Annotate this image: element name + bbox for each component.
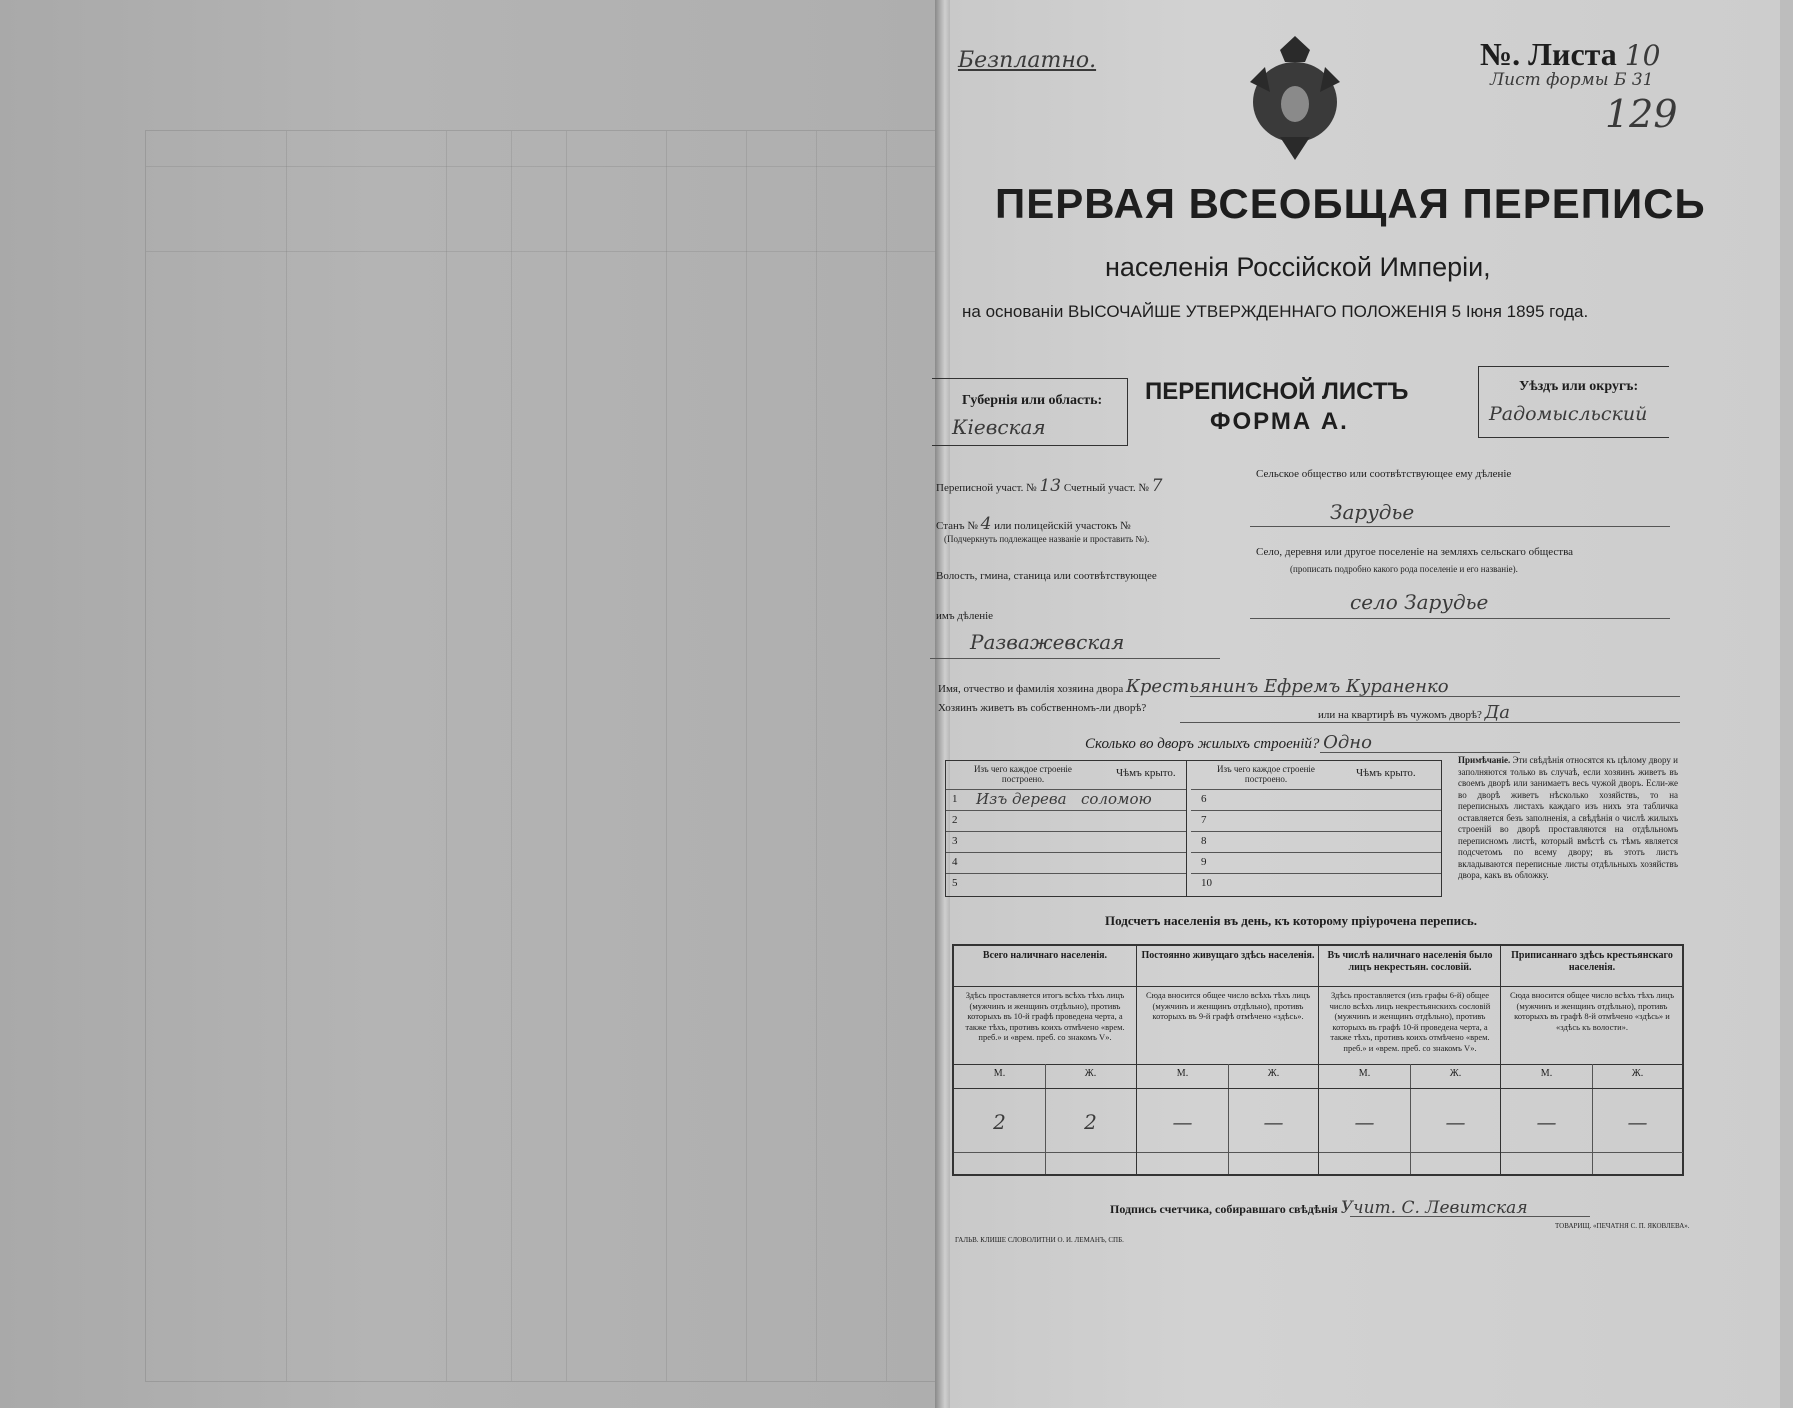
page-edge [1780, 0, 1793, 1408]
double-headed-eagle-emblem [1240, 32, 1350, 162]
form-title-line2: ФОРМА А. [1210, 408, 1349, 435]
building-row: 2 [946, 810, 1186, 832]
signature-value: Учит. С. Левитская [1340, 1198, 1528, 1218]
side-note: Лист формы Б 31 [1490, 70, 1654, 90]
building-row: 6 [1191, 789, 1441, 811]
form-subtitle: населенія Россійской Имперіи, [1105, 252, 1491, 282]
district-box: Уѣздъ или округъ: Радомысльский [1478, 366, 1669, 438]
village-value: село Зарудье [1350, 590, 1489, 614]
buildings-table: Изъ чего каждое строеніе построено. Чѣмъ крыто. 1 Изъ дерева соломою 2 3 4 5 Изъ чего каждое строеніе построено. Чѣмъ крыто. 6 7 8 9 10 [945, 760, 1442, 897]
form-main-title: ПЕРВАЯ ВСЕОБЩАЯ ПЕРЕПИСЬ [995, 180, 1706, 227]
underline-note: (Подчеркнуть подлежащее названіе и проставить №). [944, 534, 1150, 544]
tally-column: Приписаннаго здѣсь крестьянскаго населенія. Сюда вносится общее число всѣхъ тѣхъ лицъ (мужчинъ и женщинъ отдѣльно), противъ которыхъ въ графѣ 8-й отмѣчено «здѣсь» и «здѣсь къ волости». М. Ж. — — [1500, 946, 1683, 1174]
tally-column: Постоянно живущаго здѣсь населенія. Сюда вносится общее число всѣхъ тѣхъ лицъ (мужчинъ и женщинъ отдѣльно), противъ которыхъ въ 9-й графѣ отмѣчено «здѣсь». М. Ж. — — [1136, 946, 1319, 1174]
printer-right: ТОВАРИЩ. «ПЕЧАТНЯ С. П. ЯКОВЛЕВА». [1555, 1222, 1690, 1230]
building-row: 3 [946, 831, 1186, 853]
building-row: 5 [946, 873, 1186, 895]
signature-field: Подпись счетчика, собиравшаго свѣдѣнія Учит. С. Левитская [1110, 1198, 1528, 1218]
province-value: Кіевская [952, 415, 1046, 439]
tally-female-value: — [1263, 1110, 1284, 1134]
tally-male-value: — [1172, 1110, 1193, 1134]
owner-field: Имя, отчество и фамилія хозяина двора Крестьянинъ Ефремъ Кураненко [938, 676, 1449, 697]
form-title-line1: ПЕРЕПИСНОЙ ЛИСТЪ [1145, 378, 1409, 405]
tally-female-value: — [1445, 1110, 1466, 1134]
left-page-ghost-grid [145, 130, 937, 1382]
tally-male-value: 2 [993, 1110, 1006, 1134]
other-yard-value: Да [1484, 702, 1511, 723]
tally-table [952, 944, 1684, 1176]
tally-title: Подсчетъ населенія въ день, къ которому пріурочена перепись. [1105, 913, 1477, 928]
free-label: Безплатно. [958, 48, 1097, 73]
buildings-value: Одно [1323, 732, 1372, 753]
tally-female-value: 2 [1084, 1110, 1097, 1134]
owner-value: Крестьянинъ Ефремъ Кураненко [1125, 676, 1449, 697]
building-row: 7 [1191, 810, 1441, 832]
printer-left: ГАЛЬВ. КЛИШЕ СЛОВОЛИТНИ О. И. ЛЕМАНЪ, СПБ. [955, 1236, 1124, 1244]
volost-value: Разважевская [970, 630, 1125, 654]
form-basis-line: на основаніи ВЫСОЧАЙШЕ УТВЕРЖДЕННАГО ПОЛОЖЕНІЯ 5 Іюня 1895 года. [962, 302, 1589, 321]
building-row: 9 [1191, 852, 1441, 874]
stan-value: 4 [980, 514, 992, 534]
left-fields-block: Переписной участ. № 13 Счетный участ. № 7 Станъ № 4 или полицейскій участокъ № (Подчеркнуть подлежащее названіе и проставить №). Волость, гмина, станица или соотвѣтствующее имъ дѣленіе Разважевская [930, 458, 1230, 678]
building-row: 1 Изъ дерева соломою [946, 789, 1186, 811]
building-row: 10 [1191, 873, 1441, 895]
tally-male-value: — [1354, 1110, 1375, 1134]
own-yard-field: Хозяинъ живетъ въ собственномъ-ли дворѣ? [938, 702, 1147, 714]
tally-column: Всего наличнаго населенія. Здѣсь проставляется итогъ всѣхъ тѣхъ лицъ (мужчинъ и женщинъ отдѣльно), противъ которыхъ въ 10-й графѣ проведена черта, а также тѣхъ, противъ коихъ отмѣчено «врем. преб.» и «врем. преб. со знакомъ V». М. Ж. 2 2 [954, 946, 1136, 1174]
building-row: 4 [946, 852, 1186, 874]
buildings-note: Примѣчаніе. Эти свѣдѣнія относятся къ цѣлому двору и заполняются только въ случаѣ, если хозяинъ живетъ въ своемъ дворѣ или занимаетъ весь чужой дворъ. Если-же во дворѣ живетъ нѣсколько хозяйствъ, то на переписныхъ листахъ каждаго изъ нихъ эта табличка оставляется безъ заполненія, а свѣдѣнія о числѣ жилыхъ строеній во дворѣ проставляются на отдѣльномъ переписномъ листѣ, который вмѣстѣ съ тѣмъ является подсчетомъ по всему двору; въ этотъ листъ вкладываются переписные листы отдѣльныхъ хозяйствъ двора, какъ въ обложку. [1458, 755, 1679, 880]
district-value: Радомысльский [1489, 403, 1648, 425]
buildings-field: Сколько во дворъ жилыхъ строеній? Одно [1085, 732, 1372, 753]
page-number: 129 [1605, 92, 1678, 136]
tally-female-value: — [1627, 1110, 1648, 1134]
census-district-value: 13 [1039, 476, 1062, 496]
sheet-number-value: 10 [1624, 39, 1661, 72]
right-fields-block: Сельское общество или соотвѣтствующее ему дѣленіе Зарудье Село, деревня или другое поселеніе на земляхъ сельскаго общества (прописать подробно какого рода поселеніе и его названіе). село Зарудье [1250, 458, 1680, 638]
tally-column: Въ числѣ наличнаго населенія было лицъ некрестьян. сословій. Здѣсь проставляется (изъ графы 6-й) общее число всѣхъ лицъ некрестьянскихъ сословій (мужчинъ и женщинъ отдѣльно), противъ которыхъ въ графѣ 10-й проведена черта, а также тѣхъ, противъ коихъ отмѣчено «врем. преб.» и «врем. преб. со знакомъ V». М. Ж. — — [1318, 946, 1501, 1174]
other-yard-field: или на квартирѣ въ чужомъ дворѣ? Да [1318, 702, 1511, 723]
building-row: 8 [1191, 831, 1441, 853]
sheet-number-label: №. Листа 10 [1480, 36, 1661, 72]
society-value: Зарудье [1330, 500, 1415, 524]
province-box: Губернія или область: Кіевская [932, 378, 1128, 446]
count-district-value: 7 [1151, 476, 1163, 496]
tally-male-value: — [1536, 1110, 1557, 1134]
